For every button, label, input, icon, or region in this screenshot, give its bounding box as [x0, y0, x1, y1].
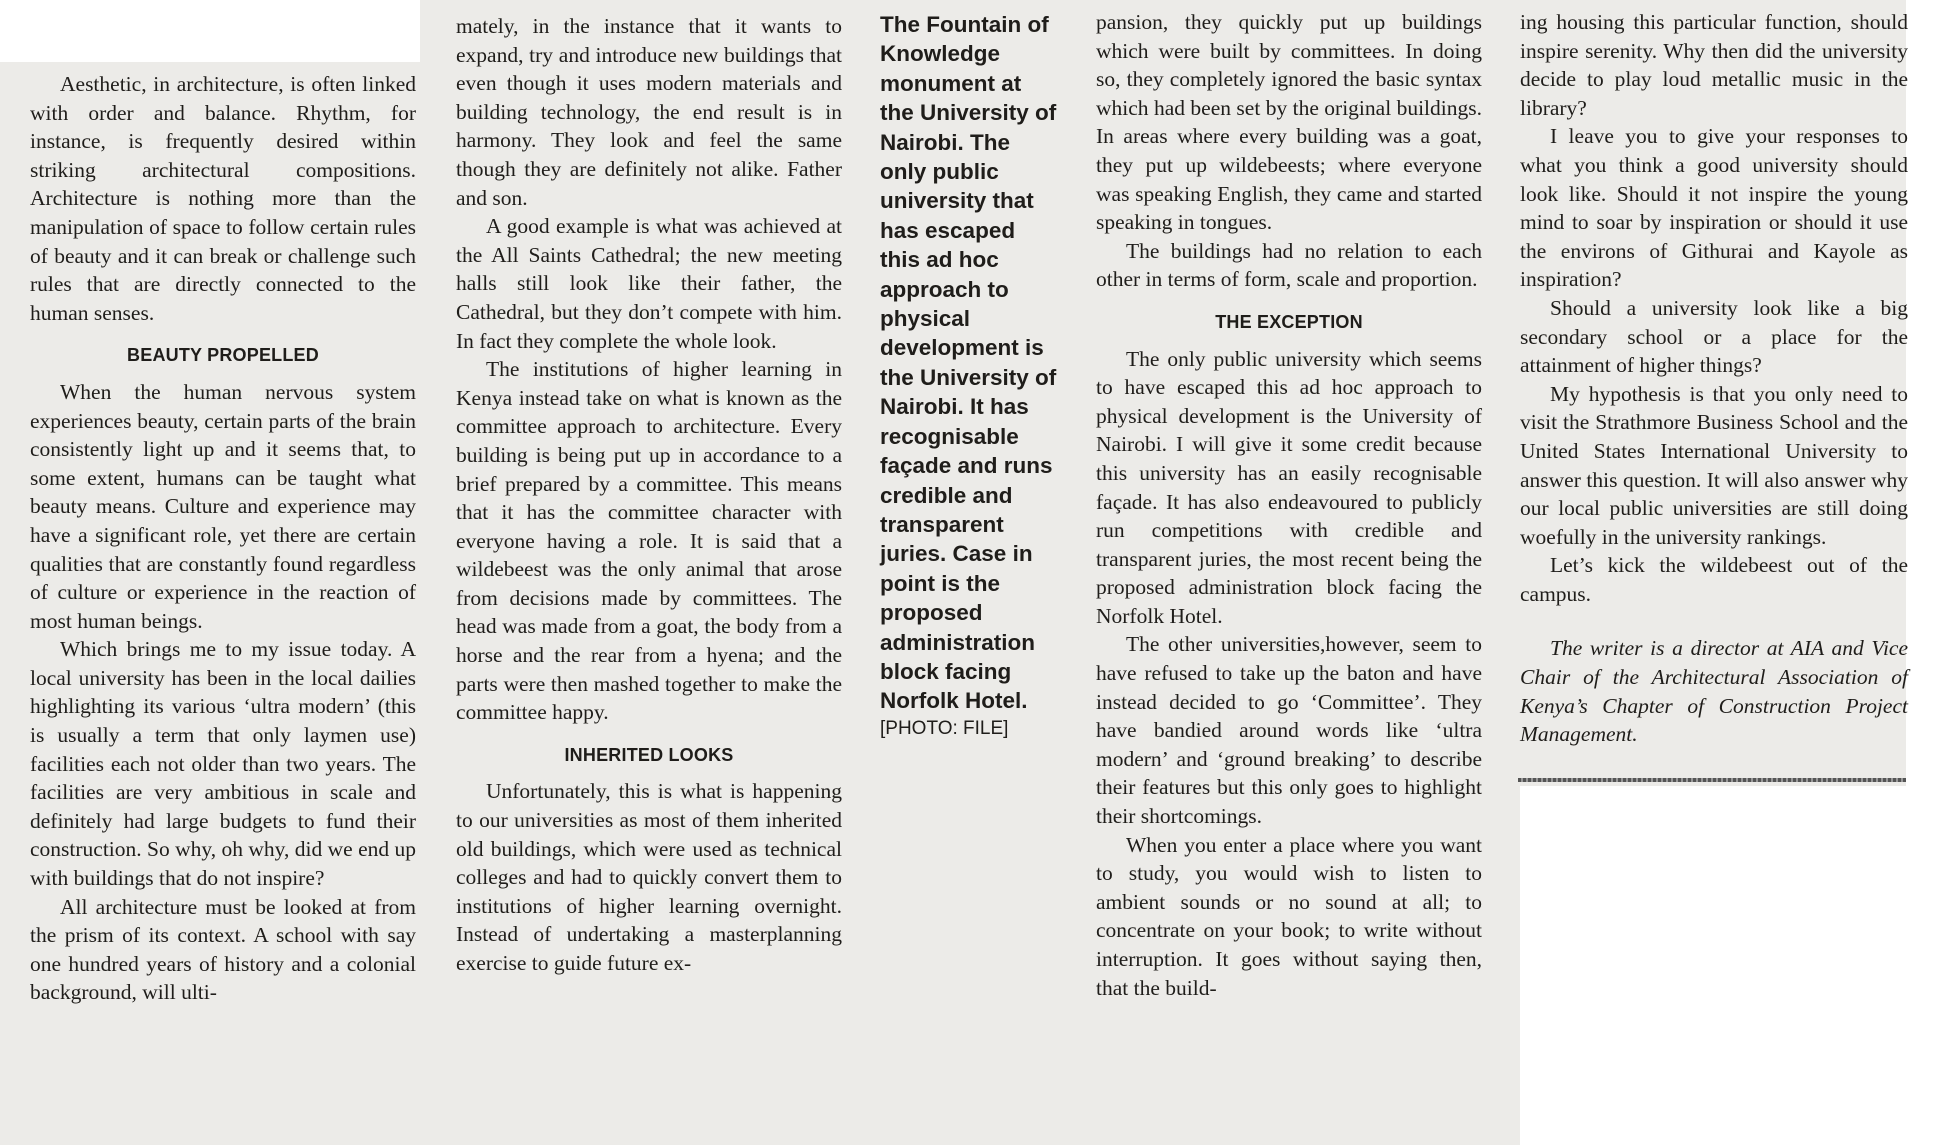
- paragraph: Let’s kick the wildebeest out of the campus.: [1520, 553, 1908, 606]
- article-column-1: [30, 70, 416, 1007]
- paragraph: mately, in the instance that it wants to expand, try and introduce new buildings that even though it uses modern materials and building technology, the end result is in harmony. They look and feel the same though they are definitely not alike. Father and son.: [456, 14, 842, 210]
- paragraph: When the human nervous system experiences beauty, certain parts of the brain consistently light up and it seems that, to some extent, humans can be taught what beauty means. Culture and experience may have a significant role, yet there are certain qualities that are constantly found regardless of culture or experience in the reaction of most human beings.: [30, 379, 416, 633]
- paragraph: Should a university look like a big secondary school or a place for the attainment of higher things?: [1520, 295, 1908, 378]
- paragraph: The institutions of higher learning in Kenya instead take on what is known as the committee approach to architecture. Every building is being put up in accordance to a brief prepared by a committee. This means that it has the committee character with everyone having a role. It is said that a wildebeest was the only animal that arose from decisions made by committees. The head was made from a goat, the body from a horse and the rear from a hyena; and the parts were then mashed together to make the committee happy.: [456, 357, 842, 725]
- paragraph: pansion, they quickly put up buildings which were built by committees. In doing so, they completely ignored the basic syntax which had been set by the original buildings. In areas where every building was a goat, they put up wildebeests; where everyone was speaking English, they came and started speaking in tongues.: [1096, 10, 1482, 235]
- page-margin-right: [1906, 0, 1934, 786]
- paragraph: ing housing this particular function, should inspire serenity. Why then did the university decide to play loud metallic music in the library?: [1520, 10, 1908, 120]
- paragraph: Unfortunately, this is what is happening to our universities as most of them inherited old buildings, which were used as technical colleges and had to quickly convert them to institutions of higher learning overnight. Instead of undertaking a masterplanning exercise to guide future ex-: [456, 779, 842, 975]
- subheading-the-exception: THE EXCEPTION: [1215, 311, 1363, 332]
- subheading-inherited-looks: INHERITED LOOKS: [564, 744, 734, 765]
- paragraph: A good example is what was achieved at the All Saints Cathedral; the new meeting halls still look like their father, the Cathedral, but they don’t compete with him. In fact they complete the whole look.: [456, 214, 842, 353]
- subheading-beauty-propelled: BEAUTY PROPELLED: [127, 345, 319, 366]
- caption-text: The Fountain of Knowledge monument at the University of Nairobi. The only public university that has escaped this ad hoc approach to physical development is the University of Nairobi. It has recognisable façade and runs credible and transparent juries. Case in point is the proposed administration block facing Norfolk Hotel.: [880, 12, 1057, 714]
- paragraph: The only public university which seems to have escaped this ad hoc approach to physical development is the University of Nairobi. I will give it some credit because this university has an easily recognisable façade. It has also endeavoured to publicly run competitions with credible and transparent juries, the most recent being the proposed administration block facing the Norfolk Hotel.: [1096, 346, 1482, 628]
- page-margin-bottom-right: [1520, 786, 1934, 1145]
- article-column-4: [1096, 8, 1482, 1002]
- photo-credit: [PHOTO: FILE]: [880, 717, 1009, 739]
- paragraph: The other universities,however, seem to have refused to take up the baton and have instead decided to go ‘Committee’. They have bandied around words like ‘ultra modern’ and ‘ground breaking’ to describe their features but this only goes to highlight their shortcomings.: [1096, 632, 1482, 829]
- photo-caption: [880, 10, 1060, 742]
- paragraph: Which brings me to my issue today. A local university has been in the local dailies highlighting its various ‘ultra modern’ (this is usually a term that only laymen use) facilities each not older than two years. The facilities are very ambitious in scale and definitely had large budgets to fund their construction. So why, oh why, did we end up with buildings that do not inspire?: [30, 637, 416, 891]
- paragraph: All architecture must be looked at from the prism of its context. A school with say one hundred years of history and a colonial background, will ulti-: [30, 894, 416, 1005]
- page-margin-top-left: [0, 0, 420, 62]
- article-column-5: [1520, 8, 1908, 749]
- author-bio: The writer is a director at AIA and Vice Chair of the Architectural Association of Kenya’s Chapter of Construction Project Management.: [1520, 636, 1908, 747]
- article-column-2: [456, 12, 842, 978]
- column-end-rule: [1518, 778, 1906, 782]
- paragraph: My hypothesis is that you only need to visit the Strathmore Business School and the United States International University to answer this question. It will also answer why our local public universities are still doing woefully in the university rankings.: [1520, 381, 1908, 549]
- paragraph: When you enter a place where you want to study, you would wish to listen to ambient sounds or no sound at all; to concentrate on your book; to write without interruption. It goes without saying then, that the build-: [1096, 832, 1482, 1000]
- paragraph: Aesthetic, in architecture, is often linked with order and balance. Rhythm, for instance, is frequently desired within striking architectural compositions. Architecture is nothing more than the manipulation of space to follow certain rules of beauty and it can break or challenge such rules that are directly connected to the human senses.: [30, 72, 416, 325]
- paragraph: The buildings had no relation to each other in terms of form, scale and proportion.: [1096, 238, 1482, 292]
- paragraph: I leave you to give your responses to what you think a good university should look like. Should it not inspire the young mind to soar by inspiration or should it use the environs of Githurai and Kayole as inspiration?: [1520, 124, 1908, 292]
